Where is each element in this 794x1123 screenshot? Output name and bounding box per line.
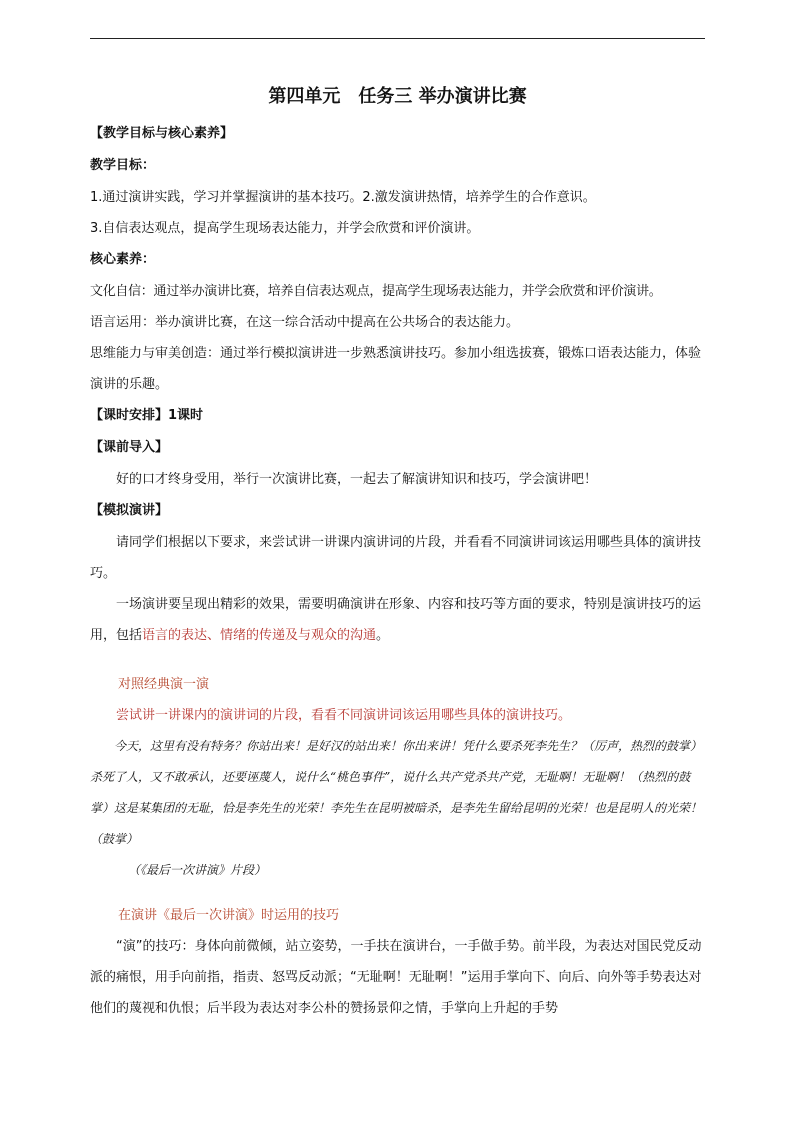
title-unit: 第四单元 (268, 86, 341, 107)
title-task: 任务三 举办演讲比赛 (358, 86, 527, 107)
core-literacy-line-1: 文化自信：通过举办演讲比赛，培养自信表达观点，提高学生现场表达能力，并学会欣赏和评价演讲。 (90, 284, 662, 299)
technique-title: 在演讲《最后一次讲演》时运用的技巧 (118, 908, 340, 923)
schedule-value: 1课时 (168, 408, 204, 423)
intro-paragraph: 好的口才终身受用，举行一次演讲比赛，一起去了解演讲知识和技巧，学会演讲吧！ (116, 472, 598, 487)
classic-subtitle: 尝试讲一讲课内的演讲词的片段，看看不同演讲词该运用哪些具体的演讲技巧。 (116, 708, 572, 723)
document-body (90, 80, 705, 1024)
mock-paragraph-2-highlight: 语言的表达、情绪的传递及与观众的沟通 (142, 628, 377, 643)
page-title (90, 80, 705, 114)
mock-paragraph-2-text: 一场演讲要呈现出精彩的效果，需要明确演讲在形象、内容和技巧等方面的要求，特别是演讲技巧的运用，包括 (90, 597, 702, 643)
section-heading-goals: 【教学目标与核心素养】 (90, 126, 234, 141)
classic-title: 对照经典演一演 (118, 677, 210, 692)
teaching-goals-label: 教学目标： (90, 158, 156, 173)
core-literacy-label: 核心素养： (90, 252, 156, 267)
technique-paragraph: “演”的技巧：身体向前微倾，站立姿势，一手扶在演讲台，一手做手势。前半段，为表达对国民党反动派的痛恨，用手向前指，指责、怒骂反动派；“无耻啊！无耻啊！”运用手掌向下、向后、向外等手势表达对他们的蔑视和仇恨；后半段为表达对李公朴的赞扬景仰之情，手掌向上升起的手势 (90, 939, 702, 1016)
section-heading-intro: 【课前导入】 (90, 440, 169, 455)
teaching-goal-line-2: 3.自信表达观点，提高学生现场表达能力，并学会欣赏和评价演讲。 (90, 221, 480, 236)
core-literacy-line-2: 语言运用：举办演讲比赛，在这一综合活动中提高在公共场合的表达能力。 (90, 315, 520, 330)
schedule-heading: 【课时安排】 (90, 408, 169, 423)
section-schedule (90, 400, 705, 432)
core-literacy-line-3: 思维能力与审美创造：通过举行模拟演讲进一步熟悉演讲技巧。参加小组选拔赛，锻炼口语表达能力，体验演讲的乐趣。 (90, 346, 702, 392)
mock-paragraph-2 (90, 589, 705, 651)
mock-paragraph-2-end: 。 (376, 628, 390, 643)
classic-quote: 今天，这里有没有特务？你站出来！是好汉的站出来！你出来讲！凭什么要杀死李先生？（厉声，热烈的鼓掌）杀死了人，又不敢承认，还要诬蔑人，说什么“桃色事件”，说什么共产党杀共产党，无耻啊！无耻啊！（热烈的鼓掌）这是某集团的无耻，恰是李先生的光荣！李先生在昆明被暗杀，是李先生留给昆明的光荣！也是昆明人的光荣！（鼓掌） (90, 739, 703, 846)
section-heading-mock: 【模拟演讲】 (90, 503, 169, 518)
header-rule (90, 38, 705, 39)
teaching-goal-line-1: 1.通过演讲实践，学习并掌握演讲的基本技巧。2.激发演讲热情，培养学生的合作意识。 (90, 190, 596, 205)
classic-reference: （《最后一次讲演》片段） (128, 863, 267, 877)
mock-paragraph-1: 请同学们根据以下要求，来尝试讲一讲课内演讲词的片段，并看看不同演讲词该运用哪些具体的演讲技巧。 (90, 535, 702, 581)
